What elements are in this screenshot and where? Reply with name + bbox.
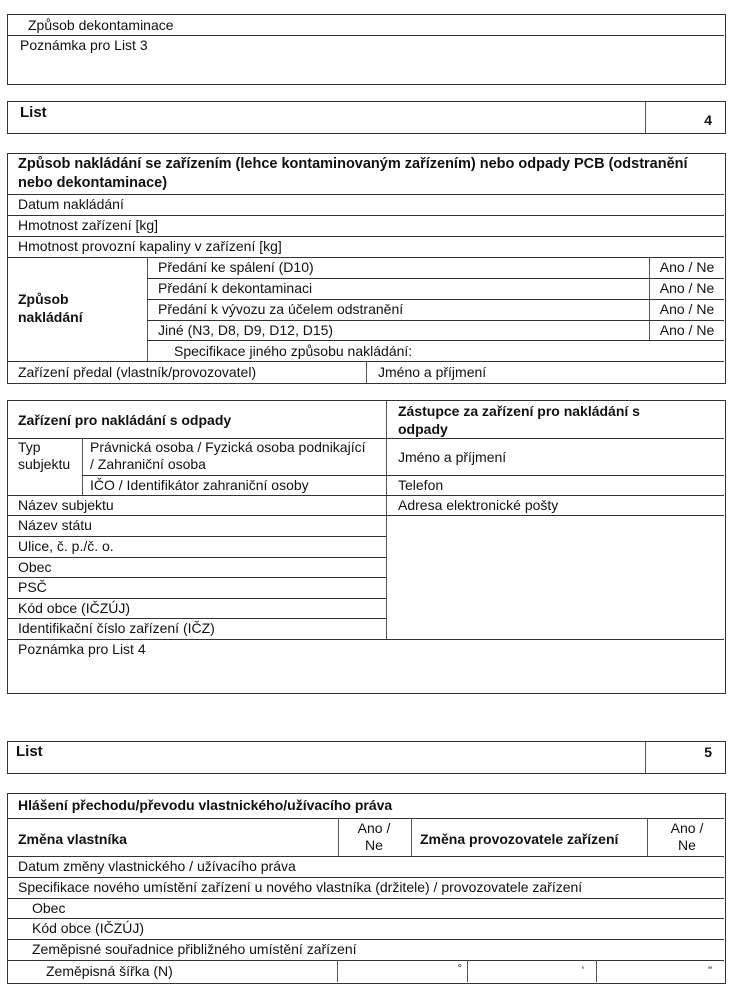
handling-title: Způsob nakládání se zařízením (lehce kontaminovaným zařízením) nebo odpady PCB (odstranění nebo dekontaminace): [18, 156, 688, 191]
handed-over-name-field[interactable]: Jméno a příjmení: [378, 364, 487, 380]
divider: [411, 818, 412, 856]
decontamination-method-label: Způsob dekontaminace: [28, 17, 174, 33]
latitude-seconds-field[interactable]: [597, 960, 722, 980]
facility-title: Zařízení pro nakládání s odpady: [18, 412, 232, 428]
street-field[interactable]: Ulice, č. p./č. o.: [18, 538, 114, 554]
list5-header-label: List: [16, 743, 43, 760]
transfer-date-field[interactable]: Datum změny vlastnického / užívacího práva: [18, 858, 296, 874]
list4-number: 4: [704, 112, 712, 128]
option-decontamination: Předání k dekontaminaci: [158, 280, 313, 296]
option-other: Jiné (N3, D8, D9, D12, D15): [158, 322, 334, 338]
new-municipality-field[interactable]: Obec: [32, 900, 66, 916]
operator-change-label: Změna provozovatele zařízení: [420, 831, 619, 847]
divider: [338, 818, 339, 856]
subject-type-value[interactable]: Právnická osoba / Fyzická osoba podnikající / Zahraniční osoba: [90, 439, 366, 472]
new-location-spec-label: Specifikace nového umístění zařízení u nového vlastníka (držitele) / provozovatele zařízení: [18, 879, 583, 895]
ico-field[interactable]: IČO / Identifikátor zahraniční osoby: [90, 477, 309, 493]
list3-note-label: Poznámka pro List 3: [20, 37, 148, 53]
operator-change-choice[interactable]: Ano / Ne: [670, 820, 704, 853]
divider: [147, 340, 724, 341]
subject-name-field[interactable]: Název subjektu: [18, 497, 114, 513]
list4-facility-section: [7, 400, 726, 694]
latitude-minutes-field[interactable]: [468, 960, 596, 980]
divider: [82, 438, 83, 495]
latitude-label: Zeměpisná šířka (N): [46, 963, 173, 979]
list4-header: [7, 101, 726, 134]
list5-transfer-section: [7, 793, 726, 984]
equipment-weight-field[interactable]: Hmotnost zařízení [kg]: [18, 217, 159, 233]
municipality-field[interactable]: Obec: [18, 559, 52, 575]
divider: [8, 257, 724, 258]
facility-id-field[interactable]: Identifikační číslo zařízení (IČZ): [18, 620, 215, 636]
handling-method-label: Způsob nakládání: [18, 291, 83, 325]
option-incineration-choice[interactable]: Ano / Ne: [659, 259, 715, 275]
list4-handling-section: [7, 153, 726, 384]
postal-code-field[interactable]: PSČ: [18, 579, 47, 595]
rep-phone-field[interactable]: Telefon: [398, 477, 444, 493]
other-method-spec-field[interactable]: Specifikace jiného způsobu nakládání:: [174, 343, 413, 359]
minute-symbol: ': [581, 965, 584, 977]
list4-note-field[interactable]: [14, 640, 714, 692]
new-municipality-code-field[interactable]: Kód obce (IČZÚJ): [32, 920, 145, 936]
coordinates-label: Zeměpisné souřadnice přibližného umístění zařízení: [32, 941, 357, 957]
list3-tail-section: [7, 14, 726, 85]
country-name-field[interactable]: Název státu: [18, 517, 92, 533]
owner-change-label: Změna vlastníka: [18, 831, 127, 847]
facility-rep-title: Zástupce za zařízení pro nakládání s odpady: [398, 403, 640, 437]
handling-date-field[interactable]: Datum nakládání: [18, 196, 124, 212]
list3-note-field[interactable]: [8, 36, 724, 84]
divider: [366, 361, 367, 383]
municipality-code-field[interactable]: Kód obce (IČZÚJ): [18, 600, 131, 616]
option-decontamination-choice[interactable]: Ano / Ne: [659, 280, 715, 296]
latitude-degrees-field[interactable]: [338, 960, 466, 980]
owner-change-choice[interactable]: Ano / Ne: [357, 820, 391, 853]
divider: [8, 818, 724, 819]
divider: [147, 257, 148, 361]
transfer-title: Hlášení přechodu/převodu vlastnického/užívacího práva: [18, 797, 393, 813]
list4-note-label: Poznámka pro List 4: [18, 641, 146, 657]
option-incineration: Předání ke spálení (D10): [158, 259, 314, 275]
option-other-choice[interactable]: Ano / Ne: [659, 322, 715, 338]
fluid-weight-field[interactable]: Hmotnost provozní kapaliny v zařízení [kg]: [18, 238, 282, 254]
divider: [647, 818, 648, 856]
list4-header-label: List: [20, 104, 47, 121]
rep-email-field[interactable]: Adresa elektronické pošty: [398, 497, 559, 513]
option-export: Předání k vývozu za účelem odstranění: [158, 301, 404, 317]
divider: [386, 401, 387, 639]
subject-type-label: Typ subjektu: [18, 439, 71, 472]
option-export-choice[interactable]: Ano / Ne: [659, 301, 715, 317]
rep-name-field[interactable]: Jméno a příjmení: [398, 449, 507, 465]
list5-number: 5: [704, 744, 712, 760]
degree-symbol: °: [457, 963, 462, 975]
second-symbol: ": [708, 965, 712, 977]
list5-header: [7, 741, 726, 774]
handed-over-label: Zařízení předal (vlastník/provozovatel): [18, 364, 257, 380]
